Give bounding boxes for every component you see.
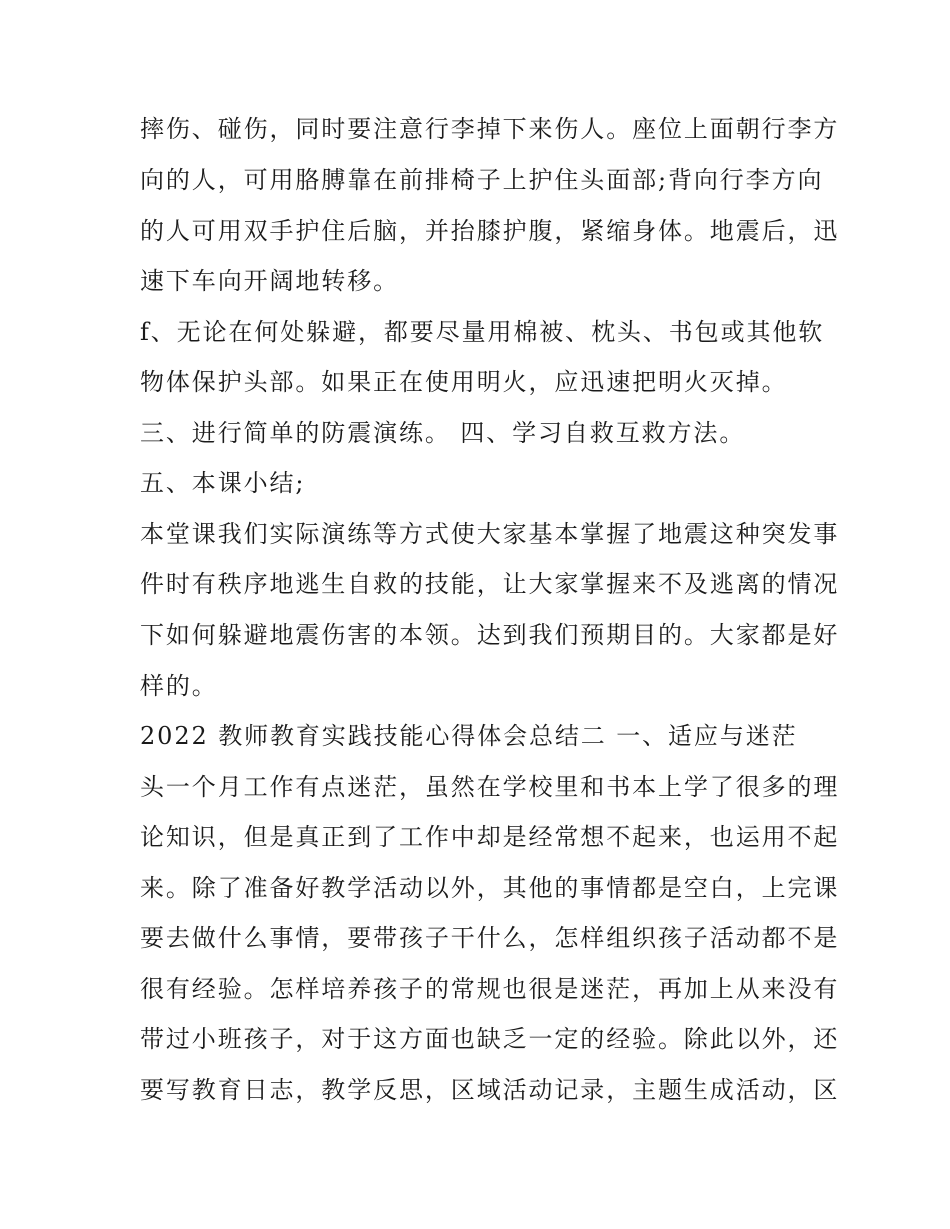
article-title: 2022 教师教育实践技能心得体会总结二 一、适应与迷茫 — [140, 722, 798, 750]
text-line: 头一个月工作有点迷茫，虽然在学校里和书本上学了很多的理 — [140, 773, 840, 801]
text-line: 摔伤、碰伤，同时要注意行李掉下来伤人。座位上面朝行李方 — [140, 115, 840, 143]
text-line: 的人可用双手护住后脑，并抬膝护腹，紧缩身体。地震后，迅 — [140, 217, 840, 245]
text-line: 要写教育日志，教学反思，区域活动记录，主题生成活动，区 — [140, 1076, 840, 1104]
section-heading: 三、进行简单的防震演练。 四、学习自救互救方法。 — [140, 419, 746, 447]
text-line: 件时有秩序地逃生自救的技能，让大家掌握来不及逃离的情况 — [140, 570, 840, 598]
text-line: 速下车向开阔地转移。 — [140, 267, 399, 295]
text-line: 论知识，但是真正到了工作中却是经常想不起来，也运用不起 — [140, 823, 840, 851]
text-line: 带过小班孩子，对于这方面也缺乏一定的经验。除此以外，还 — [140, 1025, 840, 1053]
text-line: 向的人，可用胳膊靠在前排椅子上护住头面部;背向行李方向 — [140, 166, 824, 194]
section-heading: 五、本课小结; — [140, 469, 306, 497]
text-line: f、无论在何处躲避，都要尽量用棉被、枕头、书包或其他软 — [140, 318, 825, 346]
text-line: 来。除了准备好教学活动以外，其他的事情都是空白，上完课 — [140, 874, 840, 902]
text-line: 下如何躲避地震伤害的本领。达到我们预期目的。大家都是好 — [140, 621, 840, 649]
text-line: 物体保护头部。如果正在使用明火，应迅速把明火灭掉。 — [140, 368, 788, 396]
text-line: 本堂课我们实际演练等方式使大家基本掌握了地震这种突发事 — [140, 520, 840, 548]
text-line: 样的。 — [140, 672, 218, 700]
text-line: 要去做什么事情，要带孩子干什么，怎样组织孩子活动都不是 — [140, 924, 840, 952]
text-line: 很有经验。怎样培养孩子的常规也很是迷茫，再加上从来没有 — [140, 975, 840, 1003]
